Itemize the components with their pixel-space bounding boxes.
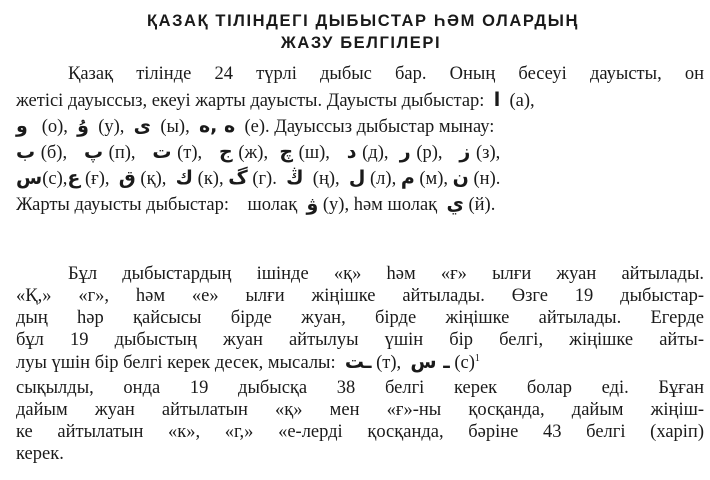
arabic-letter-alif: ا — [493, 89, 501, 111]
p1-line-3-b: (у), — [98, 117, 125, 137]
p1-line-4-g: (р), — [416, 143, 443, 163]
p2-line-1: Бұл дыбыстардың ішінде «қ» һәм «ғ» ылғи жуан айтылады. — [68, 264, 704, 284]
arabic-letter-peh: پ — [83, 141, 104, 163]
arabic-letter-heh: ە ,ە — [198, 115, 236, 137]
p1-line-5-c: (қ), — [140, 169, 167, 189]
heading-line-1: ҚАЗАҚ ТІЛІНДЕГІ ДЫБЫСТАР ҺӘМ ОЛАРДЫҢ — [146, 12, 580, 30]
p2-line-5-c: (с) — [454, 353, 475, 373]
arabic-letter-qaf: ق — [118, 167, 136, 189]
arabic-letter-kaf: ك — [175, 167, 194, 189]
arabic-letter-tcheh: چ — [279, 141, 294, 163]
p1-line-4-h: (з), — [475, 143, 501, 163]
p1-line-5-i: (н). — [473, 169, 501, 189]
arabic-letter-yeh: ى — [133, 115, 152, 137]
arabic-letter-short-i: ي — [446, 193, 464, 215]
arabic-letter-meem: م — [400, 167, 415, 189]
arabic-letter-ng: ڭ — [286, 167, 304, 189]
arabic-letter-short-u: ۋ — [306, 193, 319, 215]
p1-line-3-a: (о), — [41, 117, 68, 137]
p1-line-5-b: (ғ), — [85, 169, 110, 189]
arabic-letter-teh: ت — [152, 141, 172, 163]
p2-line-9: керек. — [16, 444, 64, 464]
arabic-example-teh: ـت — [344, 351, 372, 373]
p2-line-6: сықылды, онда 19 дыбысқа 38 белгі керек болар еді. Бұған — [16, 378, 704, 398]
p1-line-5-g: (л), — [370, 169, 397, 189]
p1-line-6-b: шолақ — [247, 195, 298, 215]
p1-line-3 — [16, 114, 704, 138]
p1-line-2-text: жетісі дауыссыз, екеуі жарты дауысты. Дауысты дыбыстар: — [16, 91, 485, 111]
p1-line-5-d: (к), — [197, 169, 224, 189]
arabic-letter-seen: س — [16, 167, 43, 189]
p1-line-6-d: (й). — [468, 195, 496, 215]
heading-line-2: ЖАЗУ БЕЛГІЛЕРІ — [280, 34, 442, 52]
p1-line-3-d: (е). Дауыссыз дыбыстар мынау: — [244, 117, 495, 137]
arabic-letter-u: ۇ — [77, 115, 89, 137]
p2-line-2: «Қ,» «г», һәм «е» ылғи жіңішке айтылады. Өзге 19 дыбыстар- — [16, 286, 704, 306]
p1-line-4-f: (д), — [362, 143, 389, 163]
p2-line-5-b: (т), — [376, 353, 402, 373]
p1-line-4-a: (б), — [40, 143, 68, 163]
p1-line-4-c: (т), — [177, 143, 203, 163]
p2-line-5-a: луы үшін бір белгі керек десек, мысалы: — [16, 353, 336, 373]
arabic-letter-ain: ع — [67, 167, 81, 189]
arabic-letter-lam: ل — [348, 167, 366, 189]
p1-line-5-h: (м), — [419, 169, 449, 189]
arabic-letter-waw: و — [16, 115, 28, 137]
p1-line-4-e: (ш), — [298, 143, 330, 163]
p2-line-3: дың һәр қайсысы бірде жуан, бірде жіңішке айтылады. Егерде — [16, 308, 704, 328]
footnote-marker: 1 — [474, 352, 480, 364]
p2-line-5 — [16, 350, 704, 374]
p1-line-2-text-b: (а), — [509, 91, 535, 111]
p1-line-4-b: (п), — [108, 143, 136, 163]
p1-line-5-f: (ң), — [312, 169, 340, 189]
p1-line-5 — [16, 166, 704, 190]
p1-line-4 — [16, 140, 704, 164]
p1-line-5-e: (г). — [252, 169, 277, 189]
arabic-letter-zain: ز — [459, 141, 471, 163]
arabic-letter-gaf: گ — [228, 167, 248, 189]
p1-line-5-a: (с), — [42, 169, 68, 189]
p1-line-6-a: Жарты дауысты дыбыстар: — [16, 195, 229, 215]
p1-line-2 — [16, 88, 704, 112]
p2-line-4: бұл 19 дыбыстың жуан айтылуы үшін бір белгі, жіңішке айты- — [16, 330, 704, 350]
arabic-letter-dal: د — [346, 141, 357, 163]
arabic-letter-reh: ر — [399, 141, 411, 163]
arabic-example-seen: ـ س — [410, 351, 450, 373]
p1-line-1: Қазақ тілінде 24 түрлі дыбыс бар. Оның бесеуі дауысты, он — [68, 64, 704, 84]
p2-line-7: дайым жуан айтылатын «қ» мен «ғ»-ны қосқанда, дайым жіңіш- — [16, 400, 704, 420]
arabic-letter-jeem: ج — [219, 141, 233, 163]
arabic-letter-noon: ن — [452, 167, 469, 189]
p1-line-6 — [16, 192, 704, 216]
p2-line-8: ке айтылатын «к», «г,» «е-лерді қосқанда, бәріне 43 белгі (харіп) — [16, 422, 704, 442]
p1-line-6-c: (у), һәм шолақ — [322, 195, 438, 215]
arabic-letter-beh: ب — [16, 141, 36, 163]
p1-line-3-c: (ы), — [160, 117, 190, 137]
p1-line-4-d: (ж), — [238, 143, 269, 163]
